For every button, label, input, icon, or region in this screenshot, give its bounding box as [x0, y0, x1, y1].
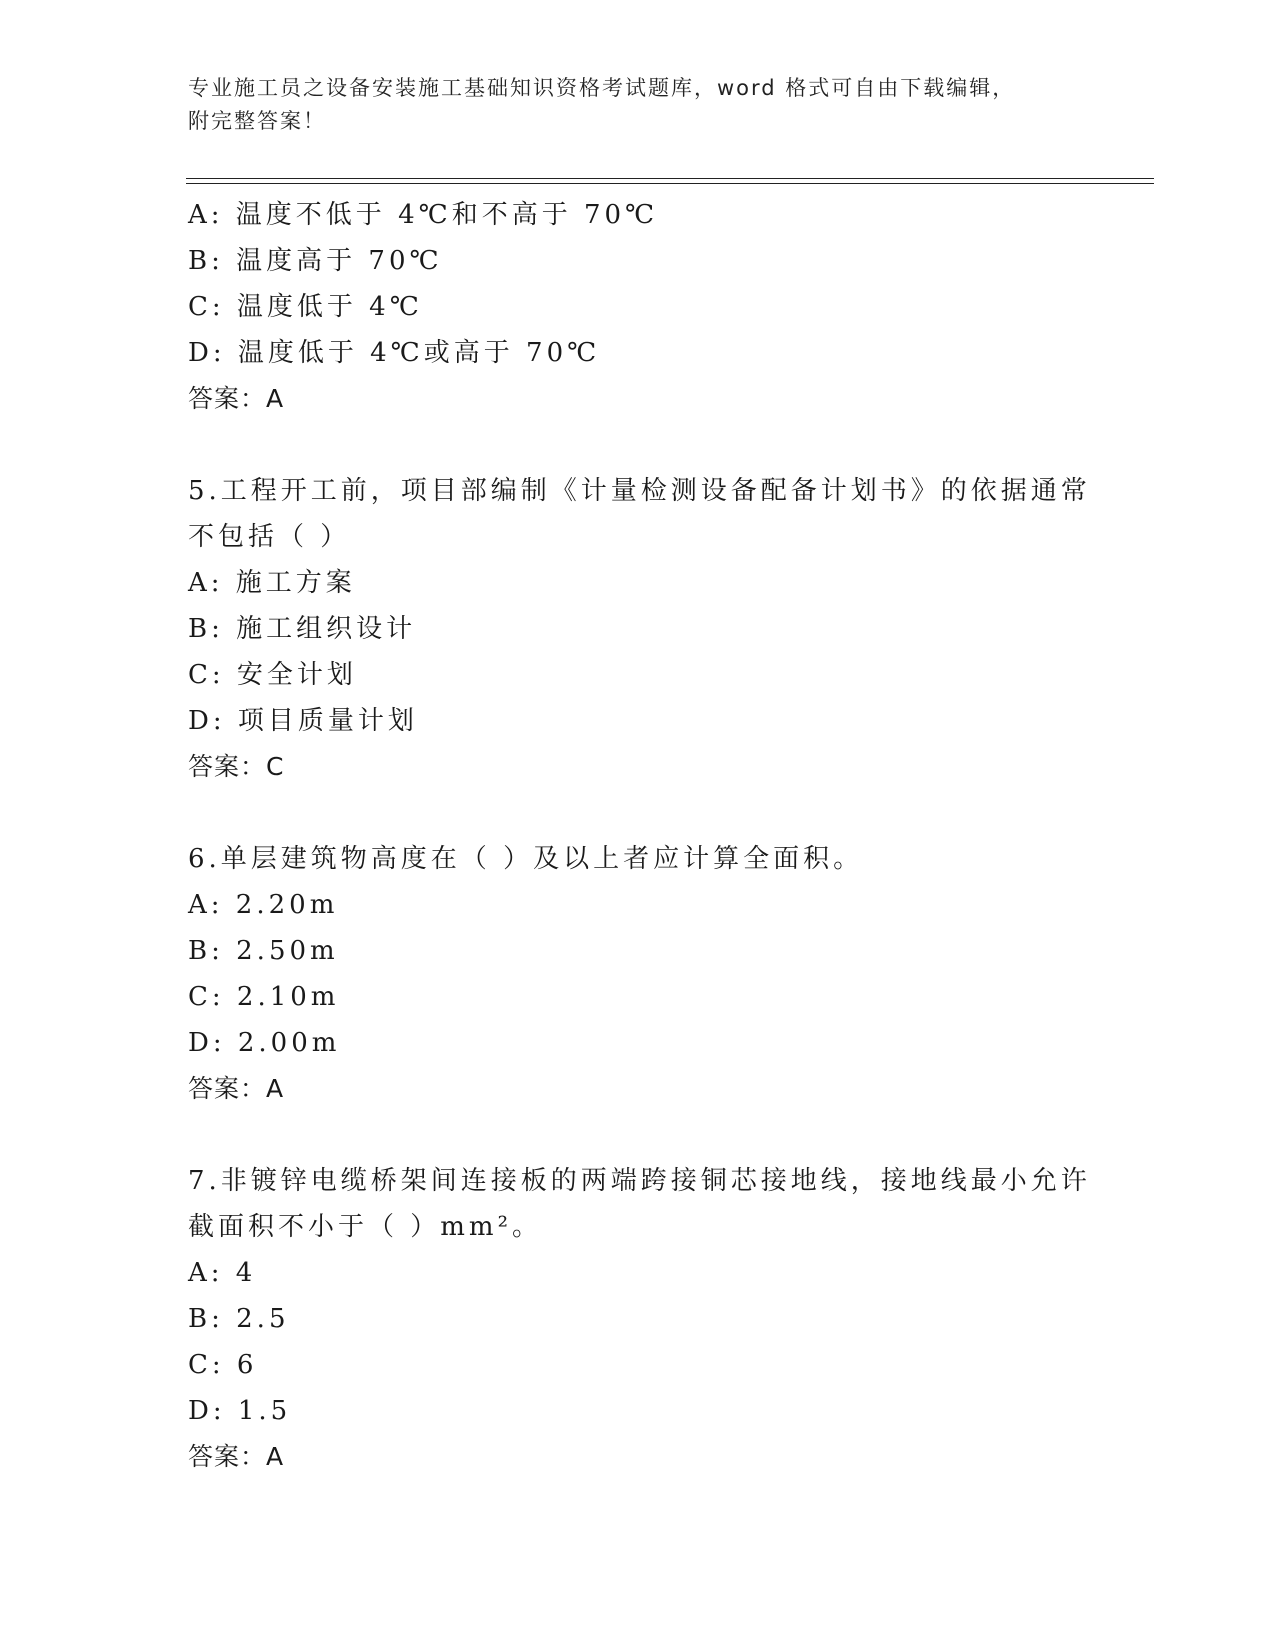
spacer — [188, 422, 1088, 468]
answer-line: 答案：A — [188, 1442, 285, 1471]
question-5 — [188, 468, 1091, 790]
option-d: D: 项目质量计划 — [188, 706, 418, 736]
option-b: B: 温度高于 70℃ — [188, 246, 443, 276]
option-d: D: 温度低于 4℃或高于 70℃ — [188, 338, 601, 368]
option-c: C: 安全计划 — [188, 660, 357, 690]
option-a: A: 4 — [188, 1258, 257, 1288]
question-stem-line-1: 5.工程开工前，项目部编制《计量检测设备配备计划书》的依据通常 — [188, 476, 1091, 506]
document-header — [188, 72, 1068, 138]
option-b: B: 2.50m — [188, 936, 339, 966]
option-b: B: 施工组织设计 — [188, 614, 417, 644]
header-line-2: 附完整答案！ — [188, 109, 326, 133]
answer-line: 答案：A — [188, 1074, 285, 1103]
question-stem-line-1: 7.非镀锌电缆桥架间连接板的两端跨接铜芯接地线，接地线最小允许 — [188, 1166, 1091, 1196]
question-7 — [188, 1158, 1091, 1480]
answer-line: 答案：C — [188, 752, 285, 781]
question-list — [188, 192, 1091, 1480]
option-a: A: 2.20m — [188, 890, 339, 920]
option-d: D: 1.5 — [188, 1396, 292, 1426]
option-b: B: 2.5 — [188, 1304, 290, 1334]
option-c: C: 温度低于 4℃ — [188, 292, 423, 322]
question-4 — [188, 192, 1088, 422]
option-d: D: 2.00m — [188, 1028, 341, 1058]
spacer — [188, 1112, 1088, 1158]
question-stem-line-2: 不包括（ ） — [188, 522, 351, 552]
question-6 — [188, 836, 1088, 1112]
question-stem-line-1: 6.单层建筑物高度在（ ）及以上者应计算全面积。 — [188, 844, 864, 874]
header-divider-top — [186, 178, 1154, 179]
header-line-1: 专业施工员之设备安装施工基础知识资格考试题库，word 格式可自由下载编辑， — [188, 76, 1016, 100]
spacer — [188, 790, 1088, 836]
question-stem-line-2: 截面积不小于（ ）mm²。 — [188, 1212, 542, 1242]
option-a: A: 施工方案 — [188, 568, 356, 598]
option-c: C: 6 — [188, 1350, 258, 1380]
answer-line: 答案：A — [188, 384, 285, 413]
option-a: A: 温度不低于 4℃和不高于 70℃ — [188, 200, 659, 230]
header-divider-bottom — [186, 183, 1154, 184]
option-c: C: 2.10m — [188, 982, 340, 1012]
